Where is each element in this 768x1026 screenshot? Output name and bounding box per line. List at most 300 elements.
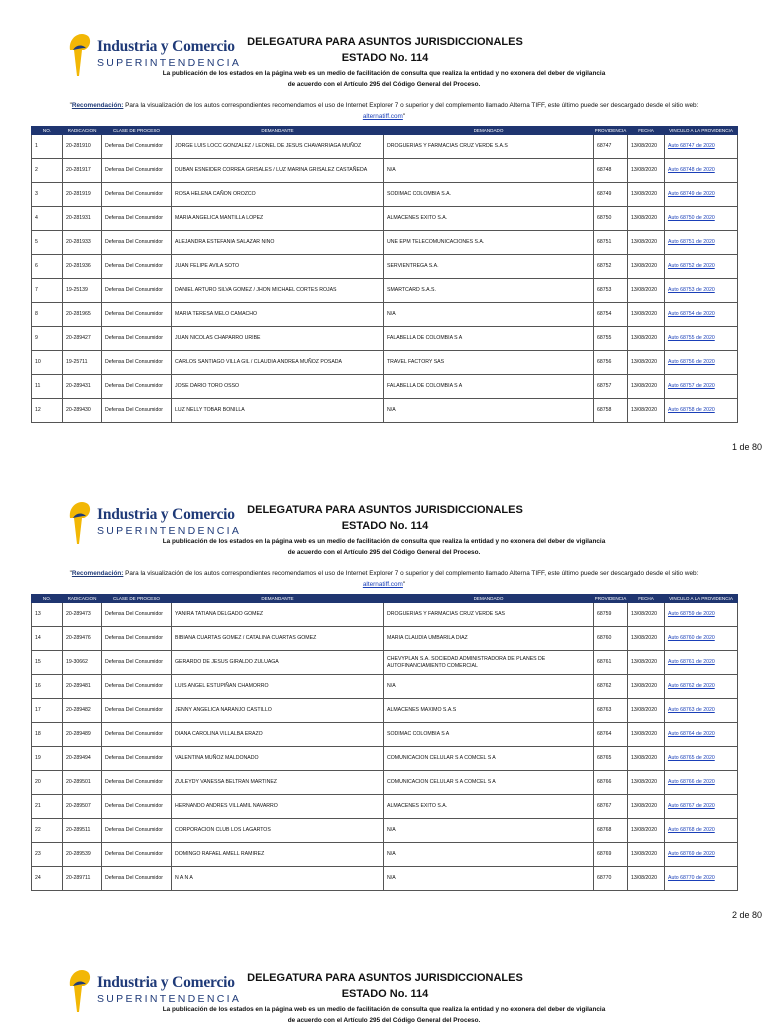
demandante-cell: DUBAN ESNEIDER CORREA GRISALES / LUZ MARINA GRISALEZ CASTAÑEDA: [172, 159, 384, 183]
column-header: VINCULO A LA PROVIDENCIA: [665, 595, 738, 603]
open-quote: ": [69, 102, 72, 109]
radicacion-cell: 20-289539: [63, 843, 102, 867]
clase-proceso-cell: Defensa Del Consumidor: [102, 399, 172, 423]
auto-link[interactable]: Auto 68749 de 2020: [668, 191, 715, 197]
fecha-cell: 13/08/2020: [628, 327, 665, 351]
demandante-cell: DANIEL ARTURO SILVA GOMEZ / JHON MICHAEL CORTES ROJAS: [172, 279, 384, 303]
clase-proceso-cell: Defensa Del Consumidor: [102, 327, 172, 351]
radicacion-cell: 20-281933: [63, 231, 102, 255]
auto-link[interactable]: Auto 68752 de 2020: [668, 263, 715, 269]
fecha-cell: 13/08/2020: [628, 279, 665, 303]
row-number: 13: [32, 603, 63, 627]
estado-line: ESTADO No. 114: [341, 52, 429, 64]
demandado-cell: N/A: [384, 303, 594, 327]
demandado-cell: MARIA CLAUDIA UMBARILA DIAZ: [384, 627, 594, 651]
demandado-cell: COMUNICACION CELULAR S A COMCEL S A: [384, 771, 594, 795]
clase-proceso-cell: Defensa Del Consumidor: [102, 771, 172, 795]
disclaimer: [100, 1004, 668, 1026]
demandado-cell: SERVIENTREGA S.A.: [384, 255, 594, 279]
table-row: [32, 843, 738, 867]
fecha-cell: 13/08/2020: [628, 303, 665, 327]
table-row: [32, 231, 738, 255]
radicacion-cell: 20-289427: [63, 327, 102, 351]
auto-link[interactable]: Auto 68759 de 2020: [668, 611, 715, 617]
providencia-cell: 68758: [594, 399, 628, 423]
row-number: 2: [32, 159, 63, 183]
close-quote: ": [402, 113, 406, 120]
title-line: DELEGATURA PARA ASUNTOS JURISDICCIONALES: [247, 504, 523, 516]
column-header: VINCULO A LA PROVIDENCIA: [665, 127, 738, 135]
disclaimer-line-1: La publicación de los estados en la página web es un medio de facilitación de consulta que realiza la entidad y no exonera del deber de vigilancia: [162, 538, 606, 545]
row-number: 23: [32, 843, 63, 867]
column-header: DEMANDANTE: [172, 595, 384, 603]
providencia-cell: 68748: [594, 159, 628, 183]
demandado-cell: SMARTCARD S.A.S.: [384, 279, 594, 303]
fecha-cell: 13/08/2020: [628, 771, 665, 795]
table-row: [32, 327, 738, 351]
auto-link[interactable]: Auto 68760 de 2020: [668, 635, 715, 641]
radicacion-cell: 19-25711: [63, 351, 102, 375]
auto-link[interactable]: Auto 68767 de 2020: [668, 803, 715, 809]
radicacion-cell: 20-289494: [63, 747, 102, 771]
fecha-cell: 13/08/2020: [628, 627, 665, 651]
table-header-row: [32, 595, 738, 603]
clase-proceso-cell: Defensa Del Consumidor: [102, 819, 172, 843]
auto-link[interactable]: Auto 68747 de 2020: [668, 143, 715, 149]
disclaimer: [100, 536, 668, 558]
providencia-cell: 68761: [594, 651, 628, 675]
demandante-cell: YANIRA TATIANA DELGADO GOMEZ: [172, 603, 384, 627]
table-row: [32, 747, 738, 771]
table-row: [32, 255, 738, 279]
table-row: [32, 723, 738, 747]
vinculo-cell: [665, 207, 738, 231]
demandante-cell: LUZ NELLY TOBAR BONILLA: [172, 399, 384, 423]
page-title: [220, 970, 550, 1002]
vinculo-cell: [665, 159, 738, 183]
providencia-cell: 68757: [594, 375, 628, 399]
vinculo-cell: [665, 303, 738, 327]
auto-link[interactable]: Auto 68761 de 2020: [668, 659, 715, 665]
providencia-cell: 68752: [594, 255, 628, 279]
providencia-cell: 68754: [594, 303, 628, 327]
vinculo-cell: [665, 675, 738, 699]
column-header: DEMANDADO: [384, 595, 594, 603]
title-line: DELEGATURA PARA ASUNTOS JURISDICCIONALES: [247, 972, 523, 984]
row-number: 12: [32, 399, 63, 423]
auto-link[interactable]: Auto 68766 de 2020: [668, 779, 715, 785]
demandado-cell: ALMACENES EXITO S.A.: [384, 795, 594, 819]
fecha-cell: 13/08/2020: [628, 867, 665, 891]
auto-link[interactable]: Auto 68757 de 2020: [668, 383, 715, 389]
vinculo-cell: [665, 819, 738, 843]
demandante-cell: JOSE DARIO TORO OSSO: [172, 375, 384, 399]
demandado-cell: N/A: [384, 159, 594, 183]
radicacion-cell: 20-289481: [63, 675, 102, 699]
row-number: 17: [32, 699, 63, 723]
demandado-cell: TRAVEL FACTORY SAS: [384, 351, 594, 375]
recommendation-label: Recomendación:: [71, 102, 124, 109]
auto-link[interactable]: Auto 68753 de 2020: [668, 287, 715, 293]
radicacion-cell: 20-281917: [63, 159, 102, 183]
fecha-cell: 13/08/2020: [628, 723, 665, 747]
vinculo-cell: [665, 183, 738, 207]
fecha-cell: 13/08/2020: [628, 351, 665, 375]
fecha-cell: 13/08/2020: [628, 843, 665, 867]
vinculo-cell: [665, 603, 738, 627]
providencia-cell: 68770: [594, 867, 628, 891]
vinculo-cell: [665, 843, 738, 867]
vinculo-cell: [665, 375, 738, 399]
torch-icon: [64, 966, 98, 1016]
logo-name: Industria y Comercio: [97, 506, 235, 523]
auto-link[interactable]: Auto 68763 de 2020: [668, 707, 715, 713]
table-row: [32, 627, 738, 651]
radicacion-cell: 20-281910: [63, 135, 102, 159]
fecha-cell: 13/08/2020: [628, 375, 665, 399]
table-row: [32, 399, 738, 423]
logo-name: Industria y Comercio: [97, 38, 235, 55]
table-row: [32, 675, 738, 699]
vinculo-cell: [665, 399, 738, 423]
providencia-cell: 68750: [594, 207, 628, 231]
demandante-cell: CARLOS SANTIAGO VILLA GIL / CLAUDIA ANDREA MUÑOZ POSADA: [172, 351, 384, 375]
clase-proceso-cell: Defensa Del Consumidor: [102, 795, 172, 819]
row-number: 22: [32, 819, 63, 843]
logo-tagline: SUPERINTENDENCIA: [97, 57, 242, 69]
fecha-cell: 13/08/2020: [628, 255, 665, 279]
fecha-cell: 13/08/2020: [628, 399, 665, 423]
row-number: 3: [32, 183, 63, 207]
demandante-cell: DIANA CAROLINA VILLALBA ERAZO: [172, 723, 384, 747]
demandante-cell: LUIS ANGEL ESTUPIÑAN CHAMORRO: [172, 675, 384, 699]
open-quote: ": [69, 570, 72, 577]
disclaimer-line-2: de acuerdo con el Artículo 295 del Código General del Proceso.: [287, 81, 481, 88]
demandante-cell: JENNY ANGELICA NARANJO CASTILLO: [172, 699, 384, 723]
column-header: RADICACION: [63, 127, 102, 135]
column-header: DEMANDANTE: [172, 127, 384, 135]
auto-link[interactable]: Auto 68748 de 2020: [668, 167, 715, 173]
clase-proceso-cell: Defensa Del Consumidor: [102, 723, 172, 747]
logo-tagline: SUPERINTENDENCIA: [97, 993, 242, 1005]
demandado-cell: N/A: [384, 843, 594, 867]
recommendation-note: [30, 100, 738, 122]
demandante-cell: HERNANDO ANDRES VILLAMIL NAVARRO: [172, 795, 384, 819]
logo-name: Industria y Comercio: [97, 974, 235, 991]
table-row: [32, 351, 738, 375]
demandante-cell: MARIA ANGELICA MANTILLA LOPEZ: [172, 207, 384, 231]
row-number: 7: [32, 279, 63, 303]
fecha-cell: 13/08/2020: [628, 651, 665, 675]
auto-link[interactable]: Auto 68762 de 2020: [668, 683, 715, 689]
clase-proceso-cell: Defensa Del Consumidor: [102, 843, 172, 867]
providencia-cell: 68769: [594, 843, 628, 867]
auto-link[interactable]: Auto 68755 de 2020: [668, 335, 715, 341]
clase-proceso-cell: Defensa Del Consumidor: [102, 207, 172, 231]
clase-proceso-cell: Defensa Del Consumidor: [102, 255, 172, 279]
row-number: 1: [32, 135, 63, 159]
demandado-cell: ALMACENES EXITO S.A.: [384, 207, 594, 231]
demandante-cell: ROSA HELENA CAÑON OROZCO: [172, 183, 384, 207]
radicacion-cell: 20-281931: [63, 207, 102, 231]
title-line: DELEGATURA PARA ASUNTOS JURISDICCIONALES: [247, 36, 523, 48]
table-row: [32, 375, 738, 399]
providencia-cell: 68768: [594, 819, 628, 843]
fecha-cell: 13/08/2020: [628, 231, 665, 255]
table-row: [32, 303, 738, 327]
close-quote: ": [402, 581, 406, 588]
providencia-cell: 68749: [594, 183, 628, 207]
clase-proceso-cell: Defensa Del Consumidor: [102, 675, 172, 699]
demandado-cell: CHEVYPLAN S.A. SOCIEDAD ADMINISTRADORA DE PLANES DE AUTOFINANCIAMIENTO COMERCIAL: [384, 651, 594, 675]
vinculo-cell: [665, 795, 738, 819]
table-row: [32, 699, 738, 723]
clase-proceso-cell: Defensa Del Consumidor: [102, 627, 172, 651]
providencia-cell: 68753: [594, 279, 628, 303]
demandado-cell: SODIMAC COLOMBIA S A: [384, 723, 594, 747]
row-number: 16: [32, 675, 63, 699]
vinculo-cell: [665, 231, 738, 255]
column-header: CLASE DE PROCESO: [102, 127, 172, 135]
table-row: [32, 183, 738, 207]
disclaimer: [100, 68, 668, 90]
fecha-cell: 13/08/2020: [628, 819, 665, 843]
recommendation-note: [30, 568, 738, 590]
vinculo-cell: [665, 651, 738, 675]
row-number: 8: [32, 303, 63, 327]
vinculo-cell: [665, 255, 738, 279]
demandante-cell: VALENTINA MUÑOZ MALDONADO: [172, 747, 384, 771]
clase-proceso-cell: Defensa Del Consumidor: [102, 183, 172, 207]
table-row: [32, 603, 738, 627]
vinculo-cell: [665, 771, 738, 795]
logo-tagline: SUPERINTENDENCIA: [97, 525, 242, 537]
demandado-cell: FALABELLA DE COLOMBIA S A: [384, 327, 594, 351]
providencia-cell: 68755: [594, 327, 628, 351]
auto-link[interactable]: Auto 68756 de 2020: [668, 359, 715, 365]
demandante-cell: BIBIANA CUARTAS GOMEZ / CATALINA CUARTAS GOMEZ: [172, 627, 384, 651]
providencia-cell: 68766: [594, 771, 628, 795]
row-number: 9: [32, 327, 63, 351]
table-row: [32, 819, 738, 843]
vinculo-cell: [665, 279, 738, 303]
demandado-cell: N/A: [384, 867, 594, 891]
demandado-cell: COMUNICACION CELULAR S A COMCEL S A: [384, 747, 594, 771]
demandante-cell: N A N A: [172, 867, 384, 891]
providencias-table: [31, 594, 738, 891]
demandante-cell: JORGE LUIS LOCC GONZALEZ / LEONEL DE JESUS CHAVARRIAGA MUÑOZ: [172, 135, 384, 159]
demandante-cell: ZULEYDY VANESSA BELTRAN MARTINEZ: [172, 771, 384, 795]
table-row: [32, 207, 738, 231]
demandado-cell: N/A: [384, 399, 594, 423]
row-number: 15: [32, 651, 63, 675]
demandado-cell: N/A: [384, 675, 594, 699]
radicacion-cell: 20-289473: [63, 603, 102, 627]
radicacion-cell: 20-281919: [63, 183, 102, 207]
radicacion-cell: 20-289482: [63, 699, 102, 723]
fecha-cell: 13/08/2020: [628, 183, 665, 207]
radicacion-cell: 20-289431: [63, 375, 102, 399]
row-number: 18: [32, 723, 63, 747]
auto-link[interactable]: Auto 68758 de 2020: [668, 407, 715, 413]
auto-link[interactable]: Auto 68754 de 2020: [668, 311, 715, 317]
alternatiff-link[interactable]: alternatiff.com: [362, 581, 403, 588]
providencia-cell: 68763: [594, 699, 628, 723]
disclaimer-line-2: de acuerdo con el Artículo 295 del Código General del Proceso.: [287, 549, 481, 556]
demandado-cell: N/A: [384, 819, 594, 843]
clase-proceso-cell: Defensa Del Consumidor: [102, 867, 172, 891]
recommendation-text: Para la visualización de los autos correspondientes recomendamos el uso de Internet Explorer 7 o superior y del complemento llamado Alterna TIFF, este último puede ser descargado desde el sitio web:: [123, 102, 699, 109]
alternatiff-link[interactable]: alternatiff.com: [362, 113, 403, 120]
torch-icon: [64, 498, 98, 548]
providencia-cell: 68760: [594, 627, 628, 651]
column-header: DEMANDADO: [384, 127, 594, 135]
radicacion-cell: 20-289430: [63, 399, 102, 423]
estado-line: ESTADO No. 114: [341, 520, 429, 532]
recommendation-text: Para la visualización de los autos correspondientes recomendamos el uso de Internet Explorer 7 o superior y del complemento llamado Alterna TIFF, este último puede ser descargado desde el sitio web:: [123, 570, 699, 577]
vinculo-cell: [665, 351, 738, 375]
auto-link[interactable]: Auto 68764 de 2020: [668, 731, 715, 737]
fecha-cell: 13/08/2020: [628, 603, 665, 627]
table-row: [32, 135, 738, 159]
column-header: CLASE DE PROCESO: [102, 595, 172, 603]
fecha-cell: 13/08/2020: [628, 699, 665, 723]
auto-link[interactable]: Auto 68769 de 2020: [668, 851, 715, 857]
clase-proceso-cell: Defensa Del Consumidor: [102, 699, 172, 723]
clase-proceso-cell: Defensa Del Consumidor: [102, 303, 172, 327]
providencia-cell: 68764: [594, 723, 628, 747]
row-number: 10: [32, 351, 63, 375]
page-number: 2 de 80: [731, 910, 762, 920]
page-title: [220, 502, 550, 534]
demandado-cell: ALMACENES MAXIMO S.A.S: [384, 699, 594, 723]
vinculo-cell: [665, 699, 738, 723]
providencias-table: [31, 126, 738, 423]
disclaimer-line-1: La publicación de los estados en la página web es un medio de facilitación de consulta que realiza la entidad y no exonera del deber de vigilancia: [162, 70, 606, 77]
clase-proceso-cell: Defensa Del Consumidor: [102, 651, 172, 675]
demandante-cell: DOMINGO RAFAEL AMELL RAMIREZ: [172, 843, 384, 867]
demandante-cell: JUAN FELIPE AVILA SOTO: [172, 255, 384, 279]
row-number: 5: [32, 231, 63, 255]
providencia-cell: 68767: [594, 795, 628, 819]
fecha-cell: 13/08/2020: [628, 159, 665, 183]
fecha-cell: 13/08/2020: [628, 135, 665, 159]
auto-link[interactable]: Auto 68750 de 2020: [668, 215, 715, 221]
row-number: 14: [32, 627, 63, 651]
providencia-cell: 68759: [594, 603, 628, 627]
radicacion-cell: 20-289507: [63, 795, 102, 819]
vinculo-cell: [665, 135, 738, 159]
clase-proceso-cell: Defensa Del Consumidor: [102, 135, 172, 159]
column-header: NO.: [32, 595, 63, 603]
radicacion-cell: 20-289501: [63, 771, 102, 795]
vinculo-cell: [665, 327, 738, 351]
table-row: [32, 159, 738, 183]
clase-proceso-cell: Defensa Del Consumidor: [102, 747, 172, 771]
providencia-cell: 68765: [594, 747, 628, 771]
clase-proceso-cell: Defensa Del Consumidor: [102, 375, 172, 399]
demandante-cell: CORPORACION CLUB LOS LAGARTOS: [172, 819, 384, 843]
vinculo-cell: [665, 723, 738, 747]
demandado-cell: SODIMAC COLOMBIA S.A.: [384, 183, 594, 207]
row-number: 21: [32, 795, 63, 819]
fecha-cell: 13/08/2020: [628, 675, 665, 699]
torch-icon: [64, 30, 98, 80]
column-header: FECHA: [628, 127, 665, 135]
providencia-cell: 68747: [594, 135, 628, 159]
demandante-cell: MARIA TERESA MELO CAMACHO: [172, 303, 384, 327]
radicacion-cell: 20-281936: [63, 255, 102, 279]
auto-link[interactable]: Auto 68768 de 2020: [668, 827, 715, 833]
vinculo-cell: [665, 627, 738, 651]
radicacion-cell: 19-25139: [63, 279, 102, 303]
table-row: [32, 279, 738, 303]
auto-link[interactable]: Auto 68765 de 2020: [668, 755, 715, 761]
demandante-cell: JUAN NICOLAS CHAPARRO URIBE: [172, 327, 384, 351]
radicacion-cell: 20-289511: [63, 819, 102, 843]
page-title: [220, 34, 550, 66]
vinculo-cell: [665, 747, 738, 771]
clase-proceso-cell: Defensa Del Consumidor: [102, 351, 172, 375]
vinculo-cell: [665, 867, 738, 891]
auto-link[interactable]: Auto 68751 de 2020: [668, 239, 715, 245]
table-row: [32, 771, 738, 795]
auto-link[interactable]: Auto 68770 de 2020: [668, 875, 715, 881]
table-row: [32, 651, 738, 675]
clase-proceso-cell: Defensa Del Consumidor: [102, 279, 172, 303]
radicacion-cell: 20-289711: [63, 867, 102, 891]
recommendation-label: Recomendación:: [71, 570, 124, 577]
disclaimer-line-1: La publicación de los estados en la página web es un medio de facilitación de consulta que realiza la entidad y no exonera del deber de vigilancia: [162, 1006, 606, 1013]
row-number: 19: [32, 747, 63, 771]
clase-proceso-cell: Defensa Del Consumidor: [102, 159, 172, 183]
table-row: [32, 795, 738, 819]
radicacion-cell: 20-289476: [63, 627, 102, 651]
fecha-cell: 13/08/2020: [628, 795, 665, 819]
table-row: [32, 867, 738, 891]
demandante-cell: ALEJANDRA ESTEFANIA SALAZAR NINO: [172, 231, 384, 255]
column-header: PROVIDENCIA: [594, 128, 627, 133]
table-header-row: [32, 127, 738, 135]
row-number: 24: [32, 867, 63, 891]
demandado-cell: UNE EPM TELECOMUNICACIONES S.A.: [384, 231, 594, 255]
row-number: 11: [32, 375, 63, 399]
demandado-cell: DROGUERIAS Y FARMACIAS CRUZ VERDE S.A.S: [384, 135, 594, 159]
page-number: 1 de 80: [731, 442, 762, 452]
providencia-cell: 68756: [594, 351, 628, 375]
disclaimer-line-2: de acuerdo con el Artículo 295 del Código General del Proceso.: [287, 1017, 481, 1024]
radicacion-cell: 20-289489: [63, 723, 102, 747]
clase-proceso-cell: Defensa Del Consumidor: [102, 603, 172, 627]
demandado-cell: FALABELLA DE COLOMBIA S A: [384, 375, 594, 399]
fecha-cell: 13/08/2020: [628, 747, 665, 771]
demandado-cell: DROGUERIAS Y FARMACIAS CRUZ VERDE SAS: [384, 603, 594, 627]
column-header: PROVIDENCIA: [594, 596, 627, 601]
radicacion-cell: 19-30662: [63, 651, 102, 675]
fecha-cell: 13/08/2020: [628, 207, 665, 231]
clase-proceso-cell: Defensa Del Consumidor: [102, 231, 172, 255]
estado-line: ESTADO No. 114: [341, 988, 429, 1000]
providencia-cell: 68762: [594, 675, 628, 699]
row-number: 6: [32, 255, 63, 279]
demandante-cell: GERARDO DE JESUS GIRALDO ZULUAGA: [172, 651, 384, 675]
column-header: FECHA: [628, 595, 665, 603]
providencia-cell: 68751: [594, 231, 628, 255]
row-number: 4: [32, 207, 63, 231]
row-number: 20: [32, 771, 63, 795]
radicacion-cell: 20-281965: [63, 303, 102, 327]
column-header: NO.: [32, 127, 63, 135]
